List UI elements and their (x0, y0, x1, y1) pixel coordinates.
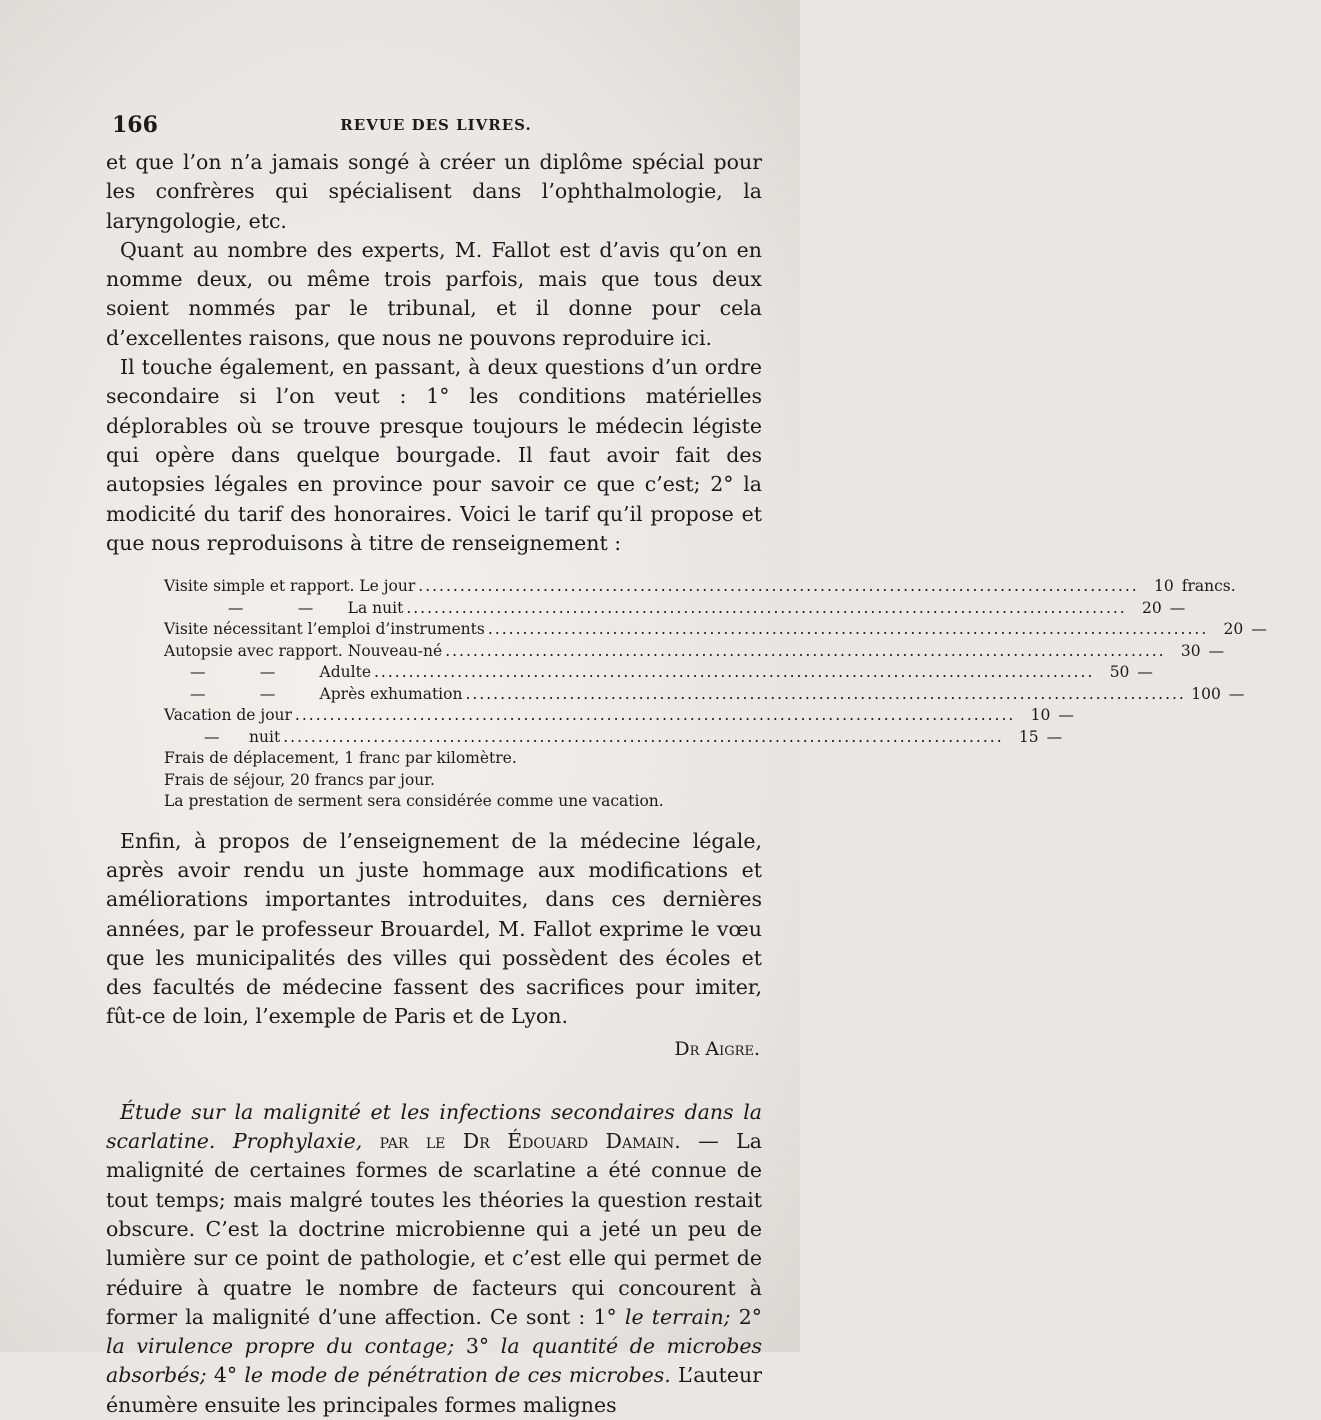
tariff-row: — — Adulte ..... 50 — (164, 662, 724, 684)
running-title: REVUE DES LIVRES. (340, 116, 532, 134)
tariff-table (164, 576, 1267, 813)
tariff-row: Vacation de jour ..... 10 — (164, 705, 724, 727)
tariff-row: Visite nécessitant l’emploi d’instruments ..... 20 — (164, 619, 724, 641)
paragraph-4: Enfin, à propos de l’enseignement de la médecine légale, après avoir rendu un juste hommage aux modifications et améliorations importantes introduites, dans ces dernières années, par le professeur Brouardel, M. Fallot exprime le vœu que les municipalités des villes qui possèdent des écoles et des facultés de médecine fassent des sacrifices pour imiter, fût-ce de loin, l’exemple de Paris et de Lyon. (106, 828, 762, 1029)
tariff-note: Frais de déplacement, 1 franc par kilomètre. (164, 749, 517, 768)
paragraph-1: et que l’on n’a jamais songé à créer un diplôme spécial pour les confrères qui spécialisent dans l’ophthalmologie, la laryngologie, etc. (106, 150, 762, 233)
page-header (112, 112, 760, 142)
page-number: 166 (112, 112, 158, 138)
tariff-note: La prestation de serment sera considérée comme une vacation. (164, 792, 664, 811)
review-paragraph: Étude sur la malignité et les infections secondaires dans la scarlatine. Prophylaxie, par le Dr Édouard Damain. — La malignité de certaines formes de scarlatine a été connue de tout temps; mais malgré toutes les théories la question restait obscure. C’est la doctrine microbienne qui a jeté un peu de lumière sur ce point de pathologie, et c’est elle qui permet de réduire à quatre le nombre de facteurs qui concourent à former la malignité d’une affection. Ce sont : 1° le terrain; 2° la virulence propre du contage; 3° la quantité de microbes absorbés; 4° le mode de pénétration de ces microbes. L’auteur énumère ensuite les principales formes malignes (106, 1099, 763, 1417)
book-author: par le Dr Édouard Damain. (379, 1129, 681, 1154)
book-title: Étude sur la malignité et les infections secondaires dans la scarlatine. Prophylaxie, (106, 1099, 762, 1154)
paragraph-2: Quant au nombre des experts, M. Fallot est d’avis qu’on en nomme deux, ou même trois parfois, mais que tous deux soient nommés par le tribunal, et il donne pour cela d’excellentes raisons, que nous ne pouvons reproduire ici. (106, 237, 762, 350)
tariff-row: — — La nuit ..... 20 — (164, 598, 724, 620)
page-body (106, 148, 1267, 1420)
tariff-row: — nuit ..... 15 — (164, 727, 724, 749)
tariff-row: Visite simple et rapport. Le jour ..... 10 francs. (164, 576, 724, 598)
paragraph-3: Il touche également, en passant, à deux questions d’un ordre secondaire si l’on veut : 1° les conditions matérielles déplorables où se trouve presque toujours le médecin légiste qui opère dans quelque bourgade. Il faut avoir fait des autopsies légales en province pour savoir ce que c’est; 2° la modicité du tarif des honoraires. Voici le tarif qu’il propose et que nous reproduisons à titre de renseignement : (106, 355, 762, 555)
tariff-row: — — Après exhumation ..... 100 — (164, 684, 724, 706)
tariff-row: Autopsie avec rapport. Nouveau-né ..... 30 — (164, 641, 724, 663)
tariff-note: Frais de séjour, 20 francs par jour. (164, 770, 435, 789)
signature: Dr Aigre. (674, 1037, 760, 1060)
